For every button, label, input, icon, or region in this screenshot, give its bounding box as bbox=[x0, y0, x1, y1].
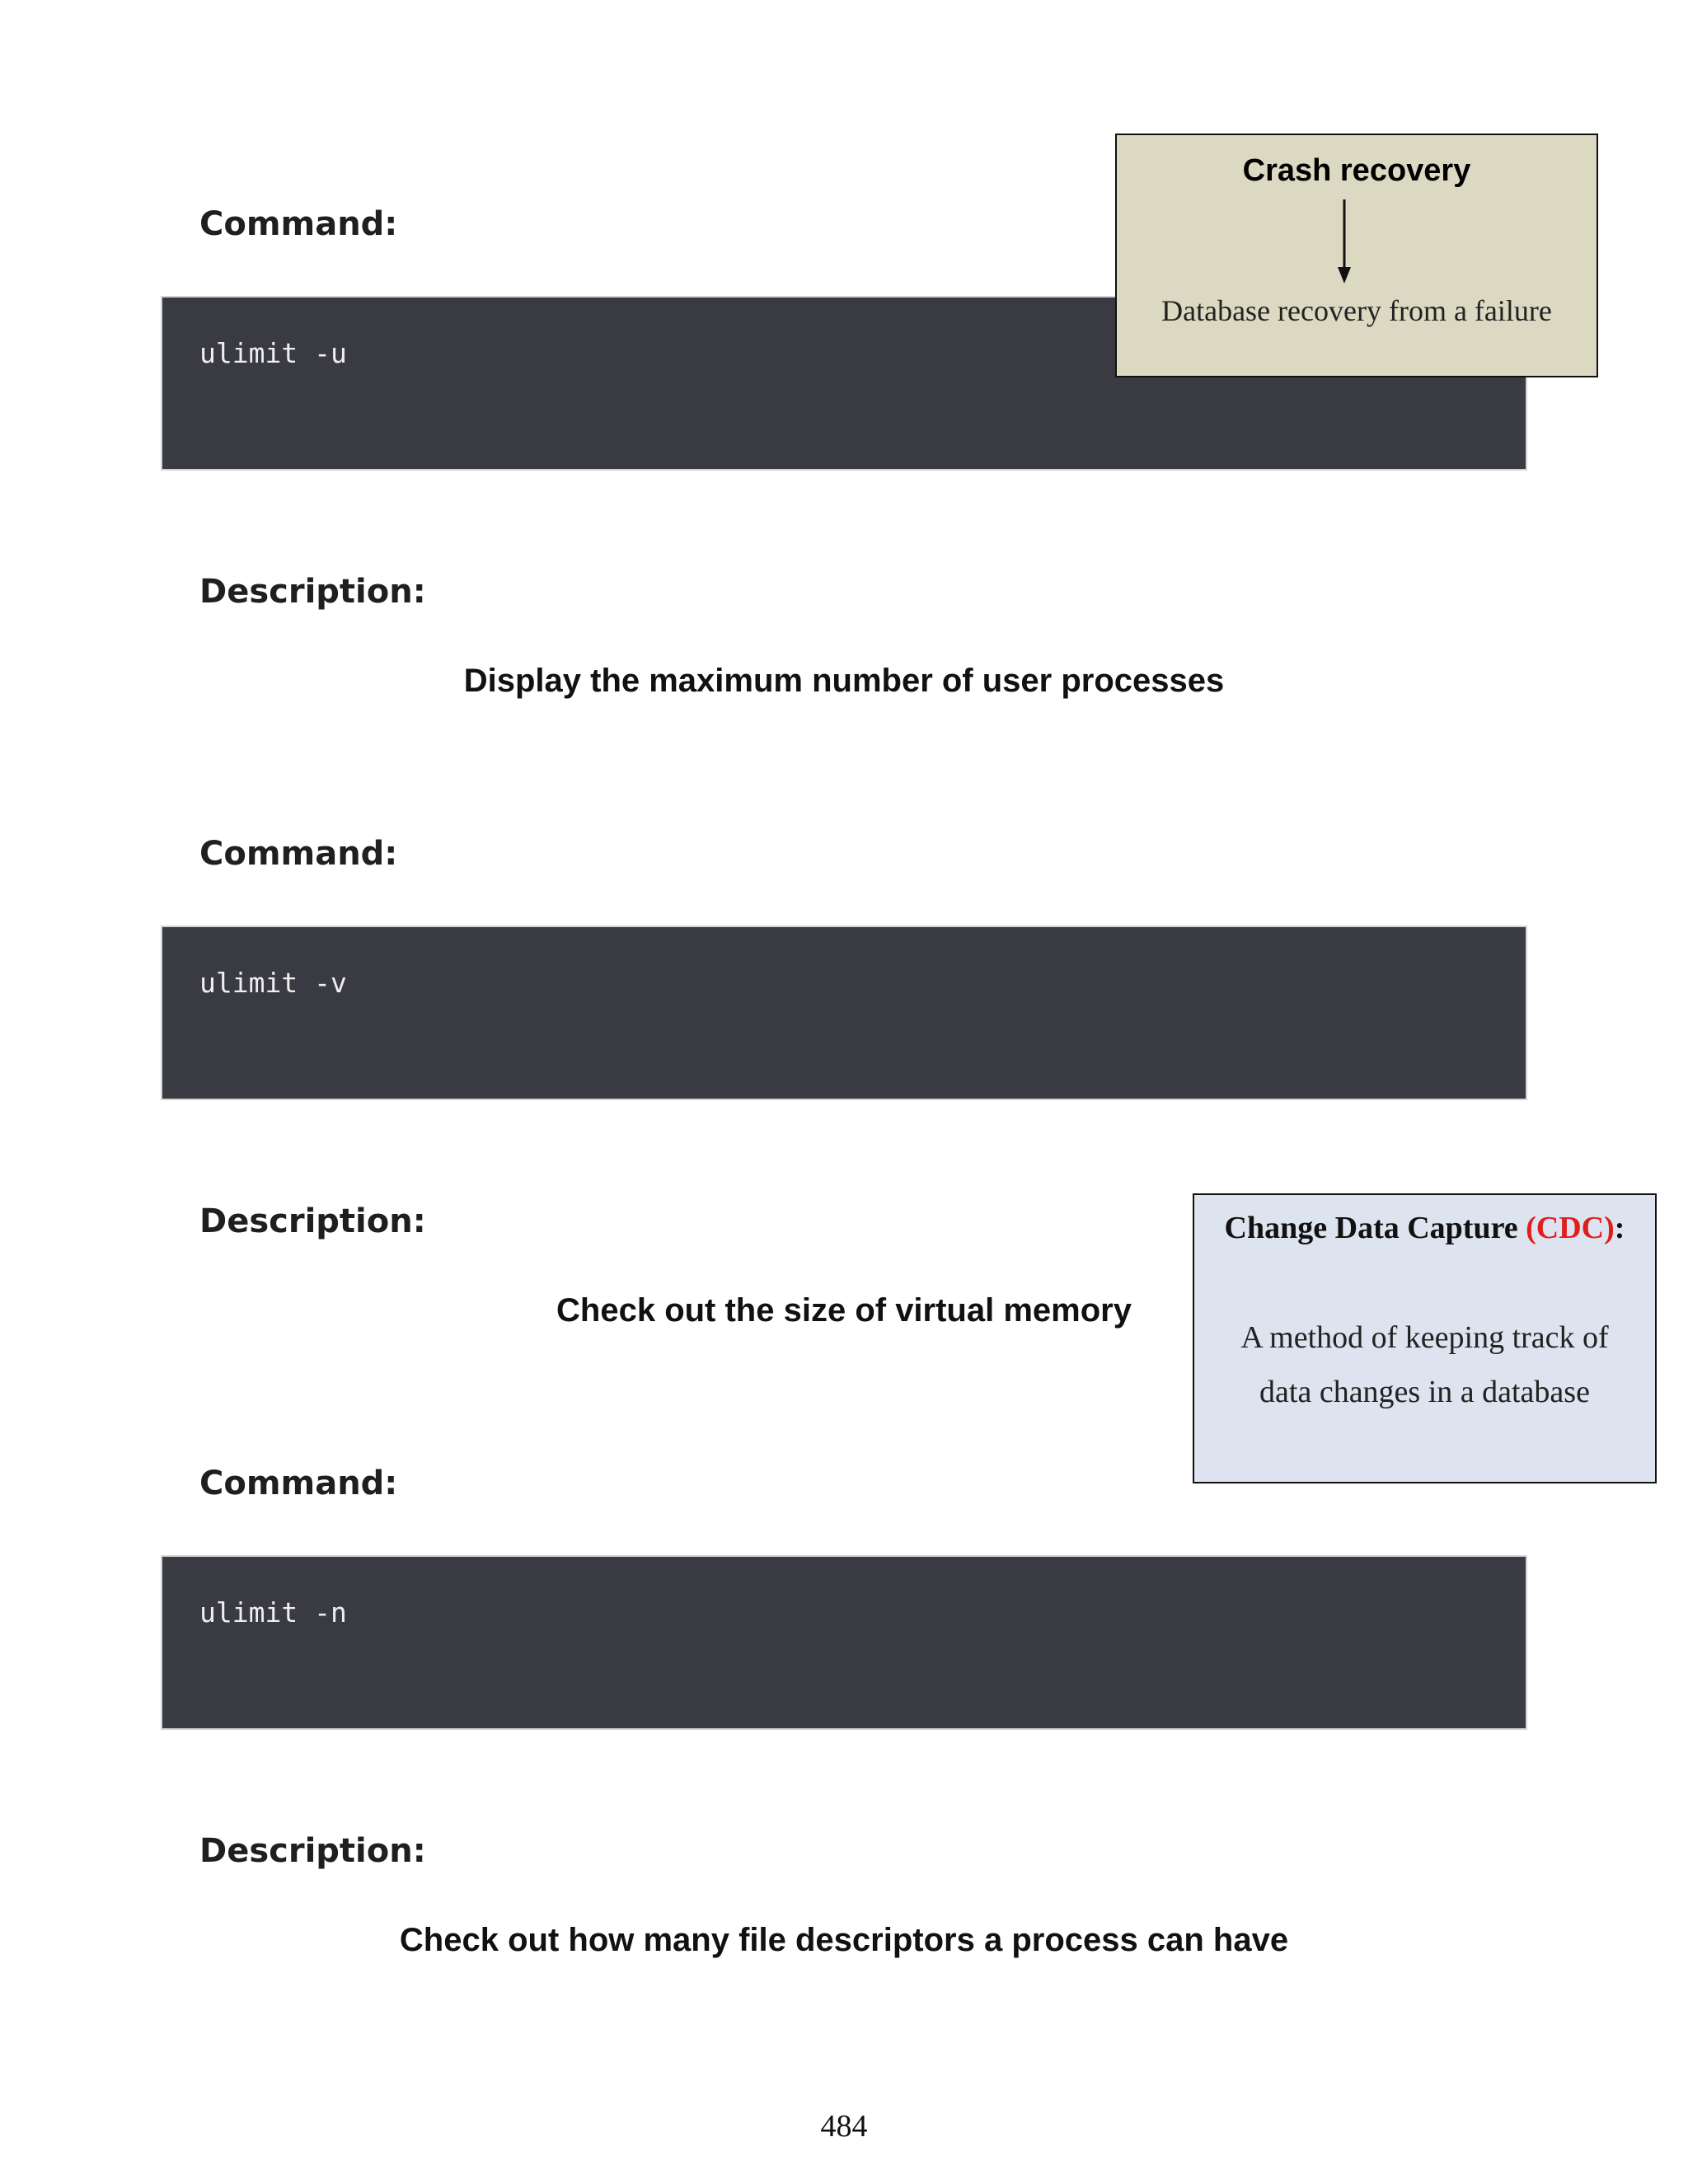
callout-body-line: A method of keeping track of bbox=[1240, 1320, 1609, 1355]
crash-recovery-callout bbox=[1115, 134, 1598, 377]
description-text: Display the maximum number of user processes bbox=[463, 663, 1225, 699]
description-label: Description: bbox=[199, 1832, 426, 1870]
callout-body-line: data changes in a database bbox=[1259, 1375, 1590, 1409]
page-number: 484 bbox=[820, 2109, 868, 2144]
description-label: Description: bbox=[199, 1202, 426, 1240]
code-block bbox=[161, 1555, 1527, 1730]
description-text: Check out how many file descriptors a process can have bbox=[399, 1922, 1289, 1958]
callout-title-acronym: (CDC) bbox=[1526, 1211, 1615, 1245]
arrow-down-icon bbox=[1336, 199, 1353, 285]
code-block bbox=[161, 926, 1527, 1100]
code-command: ulimit -n bbox=[199, 1596, 347, 1629]
callout-body bbox=[1194, 1310, 1655, 1419]
command-label: Command: bbox=[199, 1465, 398, 1502]
command-label: Command: bbox=[199, 205, 398, 243]
description-text: Check out the size of virtual memory bbox=[556, 1292, 1132, 1329]
callout-title: Crash recovery bbox=[1242, 153, 1471, 188]
code-command: ulimit -u bbox=[199, 337, 347, 369]
callout-title-suffix: : bbox=[1614, 1211, 1625, 1245]
callout-title-prefix: Change Data Capture bbox=[1224, 1211, 1526, 1245]
code-command: ulimit -v bbox=[199, 967, 347, 999]
callout-title bbox=[1194, 1210, 1655, 1246]
command-label: Command: bbox=[199, 835, 398, 873]
callout-subtitle: Database recovery from a failure bbox=[1161, 294, 1552, 327]
description-label: Description: bbox=[199, 573, 426, 611]
cdc-callout bbox=[1193, 1193, 1657, 1483]
